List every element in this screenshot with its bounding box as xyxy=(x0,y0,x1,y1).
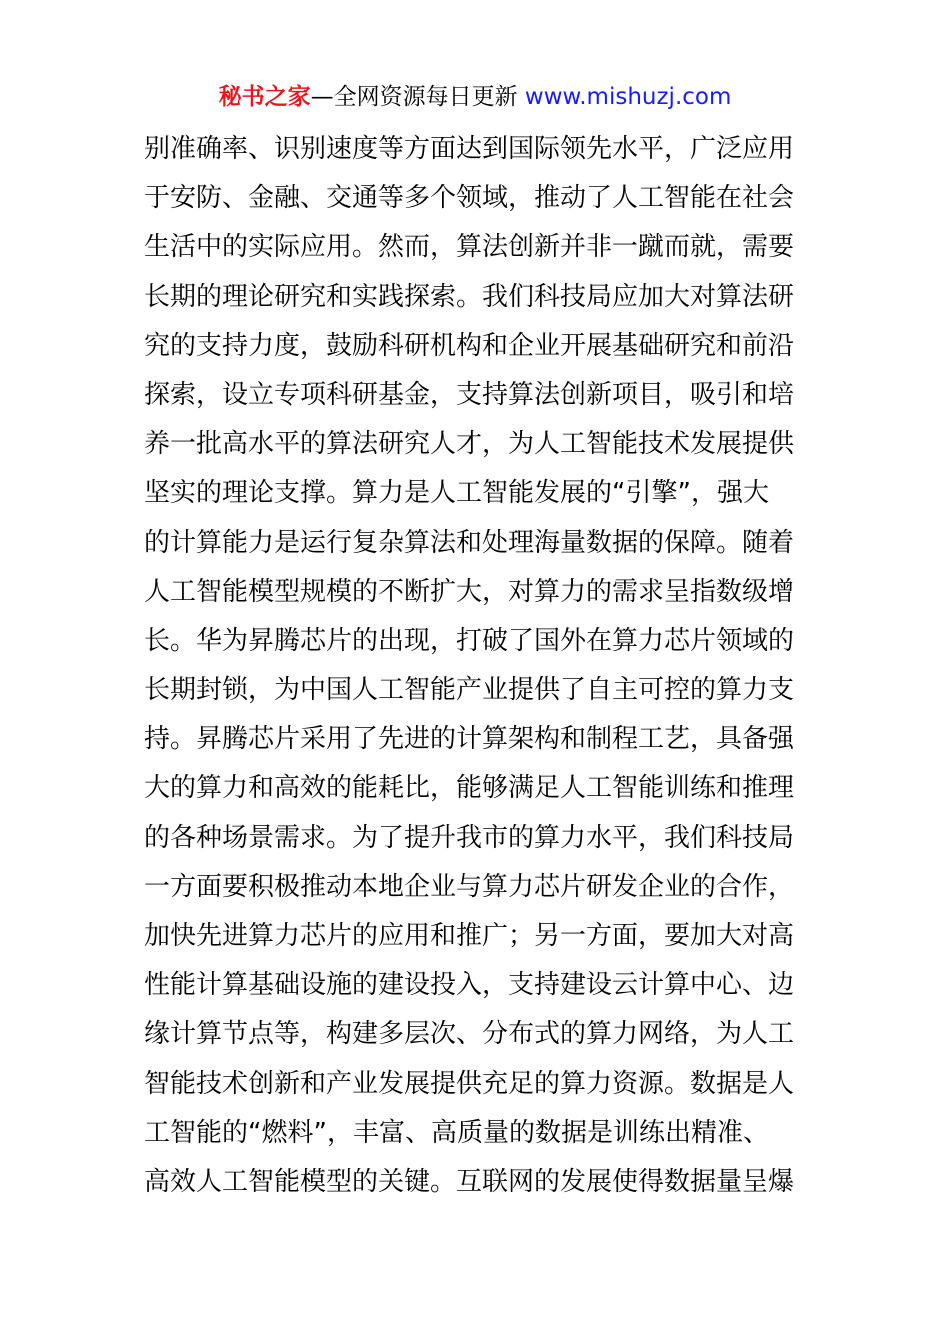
text-line: 一方面要积极推动本地企业与算力芯片研发企业的合作， xyxy=(144,871,795,902)
site-header xyxy=(0,80,950,114)
text-line: 性能计算基础设施的建设投入，支持建设云计算中心、边 xyxy=(144,970,795,1001)
site-url: www.mishuzj.com xyxy=(524,84,732,110)
text-line: 的各种场景需求。为了提升我市的算力水平，我们科技局 xyxy=(144,822,795,853)
text-line: 大的算力和高效的能耗比，能够满足人工智能训练和推理 xyxy=(144,773,795,804)
text-line: 坚实的理论支撑。算力是人工智能发展的“引擎”，强大 xyxy=(144,478,769,509)
text-line: 别准确率、识别速度等方面达到国际领先水平，广泛应用 xyxy=(144,134,795,164)
text-line: 于安防、金融、交通等多个领域，推动了人工智能在社会 xyxy=(144,183,795,214)
text-line: 长期封锁，为中国人工智能产业提供了自主可控的算力支 xyxy=(144,675,795,706)
text-line: 生活中的实际应用。然而，算法创新并非一蹴而就，需要 xyxy=(144,232,795,263)
text-line: 加快先进算力芯片的应用和推广；另一方面，要加大对高 xyxy=(144,921,795,951)
document-body xyxy=(144,125,808,1207)
text-line: 究的支持力度，鼓励科研机构和企业开展基础研究和前沿 xyxy=(144,330,795,361)
text-line: 缘计算节点等，构建多层次、分布式的算力网络，为人工 xyxy=(144,1019,795,1050)
text-line: 人工智能模型规模的不断扩大，对算力的需求呈指数级增 xyxy=(144,576,795,607)
text-line: 长期的理论研究和实践探索。我们科技局应加大对算法研 xyxy=(144,281,795,312)
text-line: 探索，设立专项科研基金，支持算法创新项目，吸引和培 xyxy=(144,379,795,410)
text-line: 工智能的“燃料”，丰富、高质量的数据是训练出精准、 xyxy=(144,1117,769,1148)
text-line: 高效人工智能模型的关键。互联网的发展使得数据量呈爆 xyxy=(144,1166,795,1197)
text-line: 养一批高水平的算法研究人才，为人工智能技术发展提供 xyxy=(144,429,795,460)
text-line: 智能技术创新和产业发展提供充足的算力资源。数据是人 xyxy=(144,1068,795,1099)
text-line: 的计算能力是运行复杂算法和处理海量数据的保障。随着 xyxy=(144,527,795,558)
site-tagline: —全网资源每日更新 xyxy=(310,84,525,110)
text-line: 持。昇腾芯片采用了先进的计算架构和制程工艺，具备强 xyxy=(144,724,795,755)
site-brand: 秘书之家 xyxy=(218,84,311,110)
text-line: 长。华为昇腾芯片的出现，打破了国外在算力芯片领域的 xyxy=(144,625,795,656)
